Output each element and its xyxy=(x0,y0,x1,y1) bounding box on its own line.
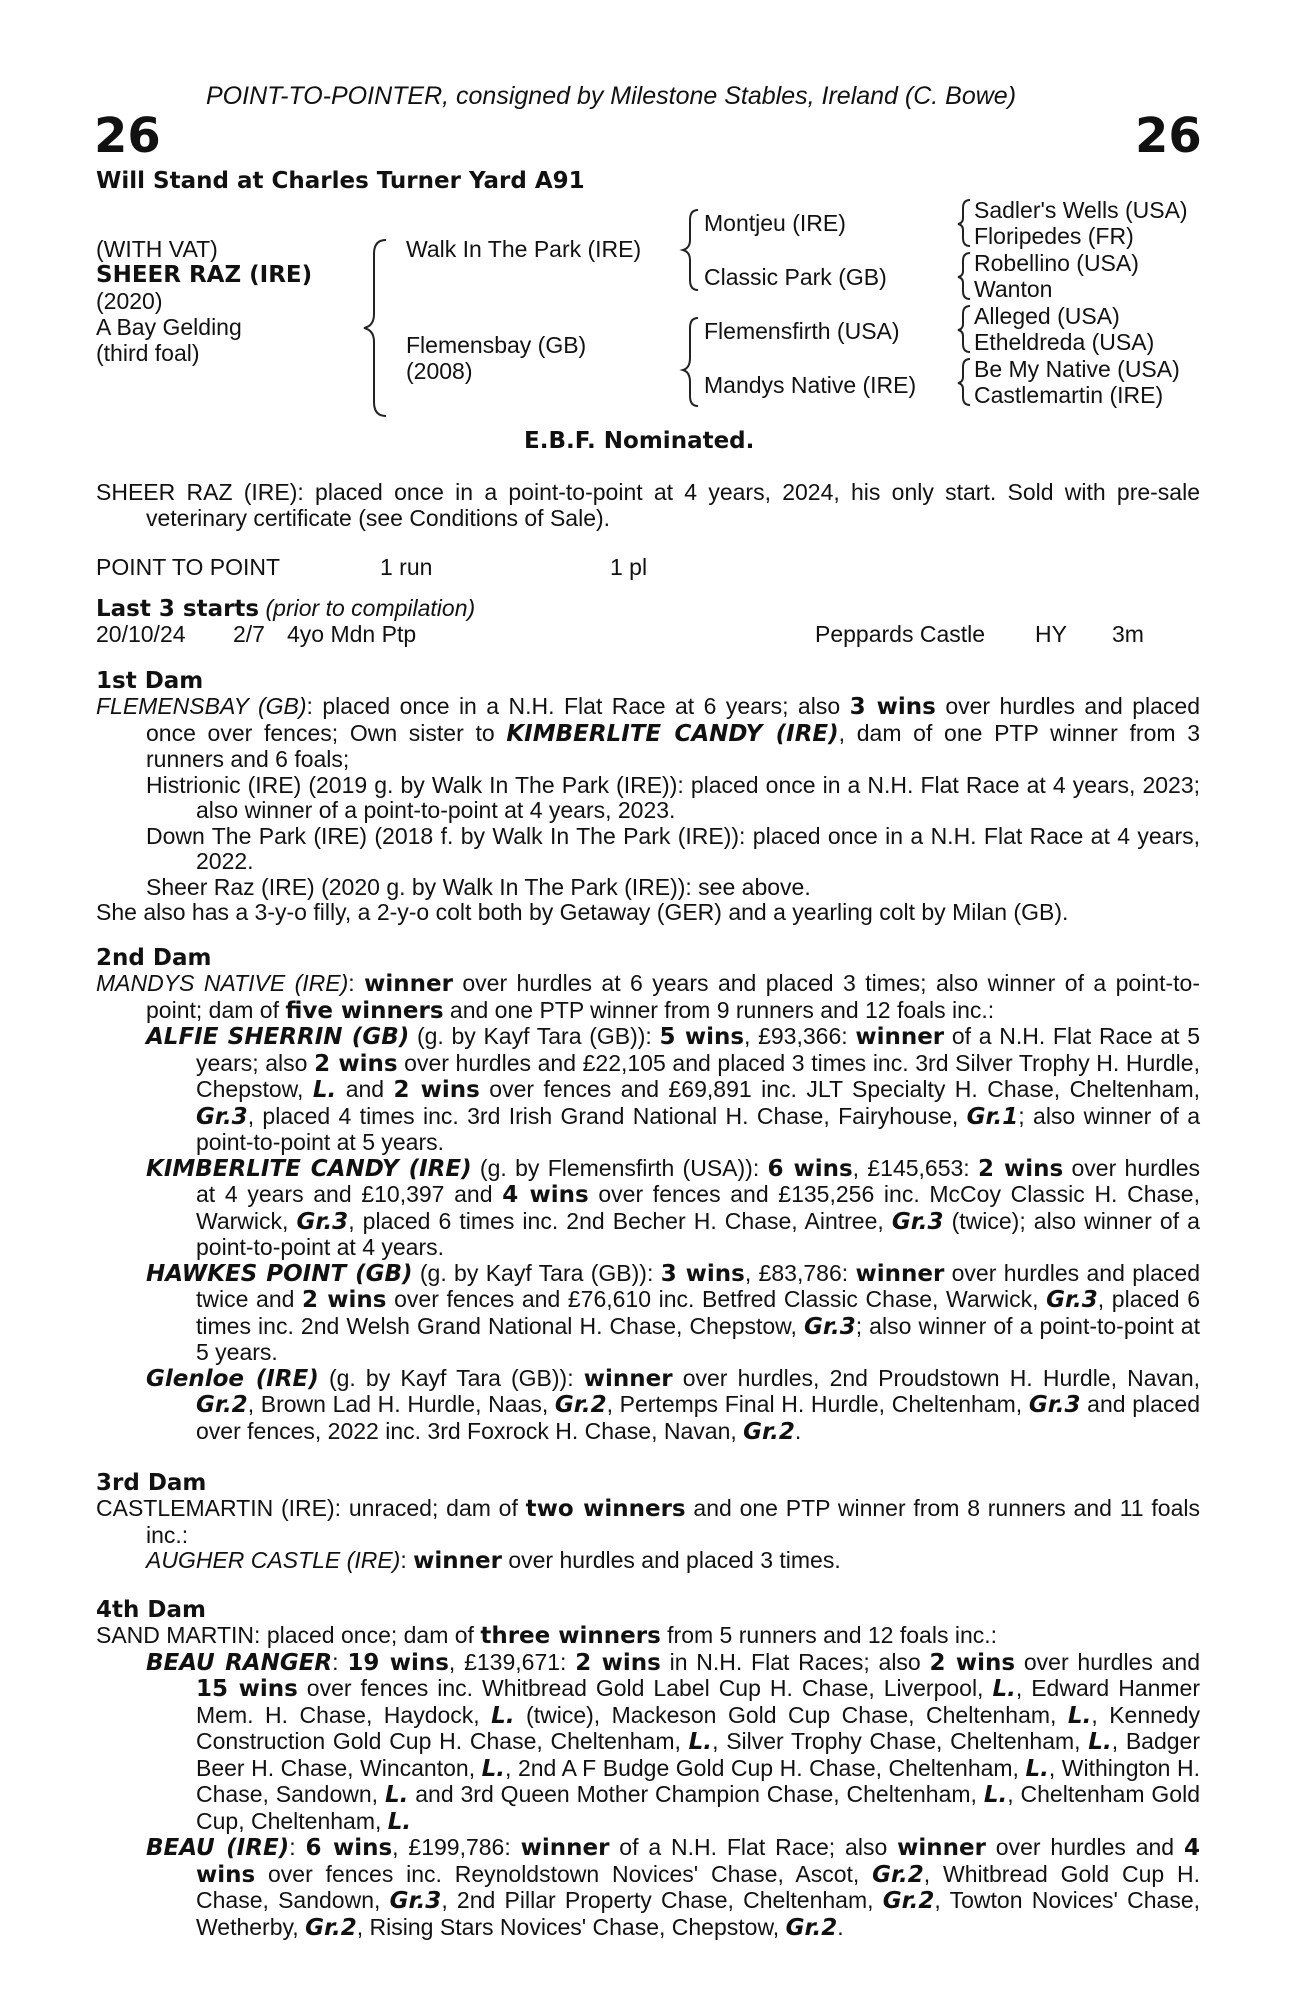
race-summary xyxy=(96,480,1200,531)
ranger-t3: over hurdles and xyxy=(1015,1648,1200,1675)
alfie-t5: and xyxy=(336,1076,394,1102)
alfie-t6: over fences and £69,891 inc. JLT Specialty H. Chase, Cheltenham, xyxy=(479,1076,1200,1102)
ranger-t8: , Silver Trophy Chase, Cheltenham, xyxy=(712,1728,1089,1754)
kim-t3: over hurdles at 4 years and £10,397 and xyxy=(196,1154,1200,1207)
ggp-ssd: Floripedes (FR) xyxy=(974,223,1134,249)
glenloe-g3: Gr.3 xyxy=(1028,1392,1081,1418)
ranger-t12: and 3rd Queen Mother Champion Chase, Cheltenham, xyxy=(408,1781,984,1807)
start-date: 20/10/24 xyxy=(96,621,186,647)
progeny-augher-castle xyxy=(96,1548,1200,1575)
fourth-dam-section xyxy=(96,1623,1200,1941)
beau-g2: Gr.3 xyxy=(389,1888,442,1914)
beau-w1: 6 wins xyxy=(305,1835,393,1861)
ranger-t10: , 2nd A F Budge Gold Cup H. Chase, Cheltenham, xyxy=(505,1754,1026,1781)
glenloe-t2: over hurdles, 2nd Proudstown H. Hurdle, Navan, xyxy=(672,1364,1201,1391)
foal-note: (third foal) xyxy=(96,340,200,366)
third-dam-heading: 3rd Dam xyxy=(96,1470,207,1496)
last-starts-title: Last 3 starts xyxy=(96,596,260,622)
beau-t5: , Whitbread Gold Cup H. Chase, Sandown, xyxy=(196,1860,1200,1913)
alfie-name: ALFIE SHERRIN (GB) xyxy=(146,1024,410,1050)
kim-t4: over fences and £135,256 inc. McCoy Classic H. Chase, Warwick, xyxy=(196,1181,1200,1234)
brace-sire xyxy=(683,210,698,290)
first-dam-t1: : placed once in a N.H. Flat Race at 6 years; also xyxy=(306,693,850,719)
hawkes-g1: Gr.3 xyxy=(1046,1287,1098,1313)
hawkes-name: HAWKES POINT (GB) xyxy=(146,1260,413,1287)
brace-dd xyxy=(958,359,970,405)
beau-g5: Gr.2 xyxy=(785,1914,838,1941)
augher-w1: winner xyxy=(413,1548,502,1574)
consignment-line: POINT-TO-POINTER, consigned by Milestone Stables, Ireland (C. Bowe) xyxy=(206,82,1017,110)
lot-number-right: 26 xyxy=(1135,108,1202,164)
hawkes-t1: (g. by Kayf Tara (GB)): xyxy=(412,1259,661,1286)
kim-g1: Gr.3 xyxy=(296,1208,349,1235)
third-dam-section xyxy=(96,1496,1200,1575)
lot-number-left: 26 xyxy=(94,108,161,164)
ggp-ddd: Castlemartin (IRE) xyxy=(974,382,1164,408)
ranger-g7: L. xyxy=(1025,1755,1049,1782)
second-dam-b1: winner xyxy=(364,971,453,997)
vat-note: (WITH VAT) xyxy=(96,236,218,262)
last-starts-heading xyxy=(96,596,475,623)
beau-w4: 4 wins xyxy=(196,1835,1200,1888)
kim-t6: (twice); also winner of a point-to-point at 4 years. xyxy=(196,1207,1200,1260)
hawkes-w2: winner xyxy=(855,1260,945,1287)
glenloe-t4: , Pertemps Final H. Hurdle, Cheltenham, xyxy=(606,1391,1029,1417)
ptp-label: POINT TO POINT xyxy=(96,554,281,580)
glenloe-g1: Gr.2 xyxy=(196,1392,248,1418)
brace-ds xyxy=(958,306,970,352)
glenloe-t1: (g. by Kayf Tara (GB)): xyxy=(318,1364,584,1391)
third-dam-t2: and one PTP winner from 8 runners and 11 foals inc.: xyxy=(146,1495,1200,1548)
second-dam-t1: : xyxy=(348,970,365,996)
third-dam-main xyxy=(96,1496,1200,1548)
ranger-t6: (twice), Mackeson Gold Cup Chase, Cheltenham, xyxy=(514,1701,1068,1728)
granddam-dam: Mandys Native (IRE) xyxy=(704,372,917,398)
kim-t5: , placed 6 times inc. 2nd Becher H. Chase, Aintree, xyxy=(348,1207,892,1234)
fourth-dam-b1: three winners xyxy=(480,1623,661,1649)
ranger-g8: L. xyxy=(384,1782,409,1808)
ranger-g4: L. xyxy=(688,1729,713,1755)
alfie-t2: , £93,366: xyxy=(744,1023,856,1049)
hawkes-t6: ; also winner of a point-to-point at 5 years. xyxy=(196,1312,1200,1365)
kim-w3: 4 wins xyxy=(502,1182,589,1208)
sire-name: Walk In The Park (IRE) xyxy=(406,236,642,262)
second-dam-heading: 2nd Dam xyxy=(96,945,212,971)
ranger-name: BEAU RANGER xyxy=(146,1649,333,1676)
beau-w3: winner xyxy=(897,1835,986,1861)
ranger-g5: L. xyxy=(1088,1729,1112,1755)
kim-name: KIMBERLITE CANDY (IRE) xyxy=(146,1155,472,1182)
ranger-g6: L. xyxy=(481,1755,506,1782)
glenloe-t3: , Brown Lad H. Hurdle, Naas, xyxy=(247,1391,555,1417)
ggp-dds: Be My Native (USA) xyxy=(974,356,1180,382)
ranger-t13: , Cheltenham Gold Cup, Cheltenham, xyxy=(196,1781,1200,1834)
beau-t3: over hurdles and xyxy=(985,1834,1184,1860)
first-dam-heading: 1st Dam xyxy=(96,668,204,694)
kim-t2: , £145,653: xyxy=(852,1154,979,1181)
fourth-dam-heading: 4th Dam xyxy=(96,1597,206,1623)
beau-t1: , £199,786: xyxy=(392,1834,521,1860)
dam-name xyxy=(406,332,586,384)
augher-name: AUGHER CASTLE (IRE) xyxy=(146,1547,401,1573)
hawkes-t4: over fences and £76,610 inc. Betfred Classic Chase, Warwick, xyxy=(386,1286,1047,1312)
first-dam-main xyxy=(96,694,1200,773)
alfie-w4: 2 wins xyxy=(393,1077,480,1103)
second-dam-t3: and one PTP winner from 9 runners and 12 foals inc.: xyxy=(443,996,995,1023)
hawkes-t5: , placed 6 times inc. 2nd Welsh Grand National H. Chase, Chepstow, xyxy=(196,1286,1201,1339)
fourth-dam-t2: from 5 runners and 12 foals inc.: xyxy=(660,1622,998,1648)
horse-description: A Bay Gelding xyxy=(96,314,242,340)
beau-t8: , Rising Stars Novices' Chase, Chepstow, xyxy=(356,1913,786,1940)
ggp-sss: Sadler's Wells (USA) xyxy=(974,197,1188,223)
ranger-t5: , Edward Hanmer Mem. H. Chase, Haydock, xyxy=(196,1675,1200,1728)
beau-t7: , Towton Novices' Chase, Wetherby, xyxy=(196,1887,1201,1940)
horse-name: SHEER RAZ (IRE) xyxy=(96,262,313,288)
progeny-kimberlite-candy xyxy=(96,1156,1200,1261)
ranger-w2: 2 wins xyxy=(575,1649,661,1676)
alfie-t7: , placed 4 times inc. 3rd Irish Grand National H. Chase, Fairyhouse, xyxy=(247,1102,967,1129)
fourth-dam-t1: SAND MARTIN: placed once; dam of xyxy=(96,1622,481,1648)
kim-t1: (g. by Flemensfirth (USA)): xyxy=(471,1154,768,1181)
brace-dam xyxy=(683,318,698,406)
ranger-w3: 2 wins xyxy=(929,1649,1016,1676)
ranger-t4: over fences inc. Whitbread Gold Label Cup H. Chase, Liverpool, xyxy=(297,1675,993,1701)
brace-ss xyxy=(958,200,970,246)
progeny-alfie-sherrin xyxy=(96,1024,1200,1156)
glenloe-t5: and placed over fences, 2022 inc. 3rd Foxrock H. Chase, Navan, xyxy=(196,1391,1200,1444)
first-dam-sister: KIMBERLITE CANDY (IRE) xyxy=(506,720,839,747)
beau-t6: , 2nd Pillar Property Chase, Cheltenham, xyxy=(441,1887,883,1913)
kim-w1: 6 wins xyxy=(767,1155,853,1182)
progeny-beau-ranger xyxy=(96,1650,1200,1836)
progeny-beau xyxy=(96,1835,1200,1941)
second-dam-name: MANDYS NATIVE (IRE) xyxy=(96,970,349,996)
alfie-t1: (g. by Kayf Tara (GB)): xyxy=(409,1023,660,1049)
grandsire-dam: Flemensfirth (USA) xyxy=(704,318,900,344)
beau-g3: Gr.2 xyxy=(882,1888,935,1914)
summary-horse: SHEER RAZ (IRE) xyxy=(96,479,298,505)
ranger-t11: , Withington H. Chase, Sandown, xyxy=(196,1754,1200,1807)
progeny-hawkes-point xyxy=(96,1261,1200,1366)
ranger-t2: in N.H. Flat Races; also xyxy=(660,1648,930,1675)
grandsire-sire: Montjeu (IRE) xyxy=(704,210,846,236)
glenloe-w1: winner xyxy=(583,1365,673,1392)
first-dam-t2: over hurdles and placed once over fences; Own sister to xyxy=(146,693,1201,746)
augher-t1: : xyxy=(400,1547,414,1573)
beau-t4: over fences inc. Reynoldstown Novices' Chase, Ascot, xyxy=(255,1860,873,1887)
ggp-dsd: Etheldreda (USA) xyxy=(974,329,1155,355)
second-dam-section xyxy=(96,971,1200,1445)
granddam-sire: Classic Park (GB) xyxy=(704,264,887,290)
dam-year: (2008) xyxy=(406,358,473,384)
ranger-g3: L. xyxy=(1067,1702,1092,1729)
beau-t0: : xyxy=(289,1834,306,1860)
alfie-t8: ; also winner of a point-to-point at 5 years. xyxy=(196,1102,1200,1155)
ranger-t1: , £139,671: xyxy=(448,1648,576,1675)
ranger-g9: L. xyxy=(983,1782,1008,1808)
ranger-w4: 15 wins xyxy=(196,1676,298,1702)
glenloe-name: Glenloe (IRE) xyxy=(146,1365,319,1392)
first-dam-section xyxy=(96,694,1200,926)
hawkes-t3: over hurdles and placed twice and xyxy=(196,1259,1201,1312)
beau-g1: Gr.2 xyxy=(872,1861,924,1888)
alfie-w3: 2 wins xyxy=(314,1050,398,1077)
hawkes-w1: 3 wins xyxy=(660,1260,745,1287)
alfie-g2: Gr.3 xyxy=(196,1103,248,1130)
alfie-w1: 5 wins xyxy=(659,1024,745,1050)
summary-text: : placed once in a point-to-point at 4 years, 2024, his only start. Sold with pre-sale veterinary certificate (see Conditions of Sale). xyxy=(146,479,1200,531)
augher-t2: over hurdles and placed 3 times. xyxy=(501,1547,841,1573)
kim-w2: 2 wins xyxy=(978,1155,1064,1182)
progeny-sheer-raz: Sheer Raz (IRE) (2020 g. by Walk In The Park (IRE)): see above. xyxy=(146,873,811,900)
beau-w2: winner xyxy=(520,1835,610,1861)
beau-t2: of a N.H. Flat Race; also xyxy=(609,1834,898,1860)
start-distance: 3m xyxy=(1112,621,1144,647)
horse-year: (2020) xyxy=(96,288,163,314)
progeny-down-the-park: Down The Park (IRE) (2018 f. by Walk In The Park (IRE)): placed once in a N.H. Flat Race at 4 years, 2022. xyxy=(146,822,1200,874)
start-position: 2/7 xyxy=(233,621,265,647)
progeny-histrionic: Histrionic (IRE) (2019 g. by Walk In The Park (IRE)): placed once in a N.H. Flat Race at 4 years, 2023; also winner of a point-to-point at 4 years, 2023. xyxy=(146,771,1200,823)
ranger-t9: , Badger Beer H. Chase, Wincanton, xyxy=(196,1728,1201,1781)
first-dam-name: FLEMENSBAY (GB) xyxy=(96,693,307,719)
hawkes-w3: 2 wins xyxy=(302,1287,387,1313)
brace-sd xyxy=(958,253,970,299)
glenloe-g2: Gr.2 xyxy=(554,1392,607,1418)
alfie-g3: Gr.1 xyxy=(966,1103,1019,1130)
third-dam-b1: two winners xyxy=(525,1496,686,1522)
ggp-sdd: Wanton xyxy=(974,276,1053,302)
last-starts-note: (prior to compilation) xyxy=(265,595,476,621)
second-dam-main xyxy=(96,971,1200,1024)
second-dam-b2: five winners xyxy=(285,997,444,1024)
second-dam-t2: over hurdles at 6 years and placed 3 times; also winner of a point-to-point; dam of xyxy=(146,970,1200,1023)
ggp-dss: Alleged (USA) xyxy=(974,303,1120,329)
hawkes-g2: Gr.3 xyxy=(804,1313,856,1340)
ranger-g10: L. xyxy=(387,1808,412,1835)
ranger-t7: , Kennedy Construction Gold Cup H. Chase, Cheltenham, xyxy=(196,1701,1200,1754)
kim-g2: Gr.3 xyxy=(891,1208,944,1235)
glenloe-t6: . xyxy=(794,1417,802,1444)
glenloe-g4: Gr.2 xyxy=(743,1418,795,1445)
start-race: 4yo Mdn Ptp xyxy=(287,621,417,647)
ptp-runs: 1 run xyxy=(380,554,433,580)
hawkes-t2: , £83,786: xyxy=(744,1259,856,1286)
dam-name-text: Flemensbay (GB) xyxy=(406,332,587,358)
alfie-w2: winner xyxy=(855,1024,945,1050)
first-dam-wins: 3 wins xyxy=(849,694,936,720)
progeny-glenloe xyxy=(96,1366,1200,1446)
first-dam-other-progeny: She also has a 3-y-o filly, a 2-y-o colt both by Getaway (GER) and a yearling colt by Milan (GB). xyxy=(96,899,1069,925)
beau-name: BEAU (IRE) xyxy=(146,1835,290,1861)
start-course: Peppards Castle xyxy=(815,621,986,647)
beau-t9: . xyxy=(837,1913,844,1940)
ranger-w1: 19 wins xyxy=(347,1649,449,1676)
beau-g4: Gr.2 xyxy=(305,1914,357,1941)
alfie-t3: of a N.H. Flat Race at 5 years; also xyxy=(196,1023,1200,1076)
first-dam-t3: , dam of one PTP winner from 3 runners and 6 foals; xyxy=(146,719,1200,772)
third-dam-t1: CASTLEMARTIN (IRE): unraced; dam of xyxy=(96,1495,526,1521)
start-going: HY xyxy=(1035,621,1067,647)
ranger-g2: L. xyxy=(491,1702,515,1729)
ranger-t0: : xyxy=(332,1648,348,1675)
ranger-g1: L. xyxy=(992,1676,1016,1702)
alfie-g1: L. xyxy=(312,1077,337,1103)
alfie-t4: over hurdles and £22,105 and placed 3 times inc. 3rd Silver Trophy H. Hurdle, Chepstow, xyxy=(196,1049,1200,1102)
ebf-nominated: E.B.F. Nominated. xyxy=(524,428,755,454)
stable-location: Will Stand at Charles Turner Yard A91 xyxy=(96,168,585,194)
fourth-dam-main xyxy=(96,1623,1200,1650)
ptp-placings: 1 pl xyxy=(610,554,648,580)
brace-main xyxy=(364,240,386,416)
ggp-sds: Robellino (USA) xyxy=(974,250,1139,276)
